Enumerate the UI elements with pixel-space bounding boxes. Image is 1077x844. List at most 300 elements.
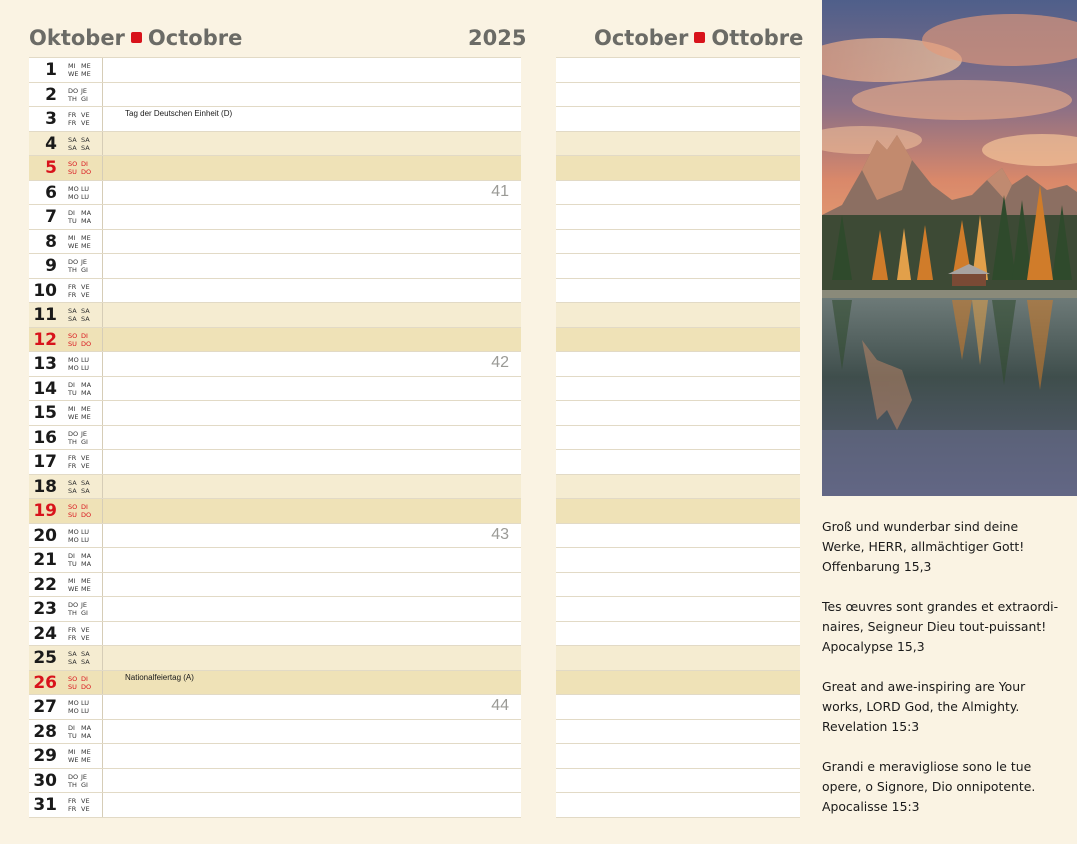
weekday-fr: LU — [81, 699, 90, 707]
verse-en: Great and awe-inspiring are Your works, LORD God, the Almighty. Revelation 15:3 — [822, 679, 1026, 734]
column-divider — [102, 769, 103, 793]
day-row-notes[interactable] — [556, 57, 800, 83]
day-number: 1 — [45, 60, 57, 80]
day-row[interactable] — [29, 744, 521, 769]
weekday-abbrev — [68, 650, 96, 666]
weekday-it: GI — [81, 94, 88, 103]
weekday-en: TU — [68, 560, 77, 568]
weekday-en: MO — [68, 535, 79, 544]
year-label: 2025 — [468, 26, 527, 50]
weekday-fr: JE — [81, 601, 88, 609]
day-number: 29 — [33, 746, 57, 766]
weekday-de: DO — [68, 772, 79, 781]
weekday-abbrev — [68, 577, 96, 593]
weekday-en: MO — [68, 364, 79, 372]
column-divider — [102, 426, 103, 450]
weekday-de: MI — [68, 748, 76, 756]
week-number: 41 — [491, 182, 509, 200]
column-divider — [102, 107, 103, 131]
weekday-it: SA — [81, 486, 90, 495]
day-number: 8 — [45, 231, 57, 252]
weekday-fr: MA — [81, 209, 92, 217]
day-row-notes[interactable] — [556, 156, 800, 181]
verse-de: Groß und wunderbar sind deine Werke, HERR, allmächtiger Gott! Offenbarung 15,3 — [822, 519, 1025, 574]
day-number: 27 — [33, 697, 57, 717]
red-square-icon — [131, 32, 142, 43]
weekday-it: SA — [81, 143, 90, 152]
day-row-notes[interactable] — [556, 352, 800, 377]
day-row-notes[interactable] — [556, 205, 800, 230]
verse-fr: Tes œuvres sont grandes et extraordi- naires, Seigneur Dieu tout-puissant! Apocalypse 15,3 — [822, 599, 1059, 654]
weekday-en: FR — [68, 633, 77, 642]
weekday-fr: VE — [81, 625, 90, 634]
weekday-abbrev — [68, 381, 96, 397]
day-row[interactable] — [29, 548, 521, 573]
weekday-abbrev — [68, 405, 96, 421]
day-number: 10 — [33, 280, 57, 301]
weekday-fr: VE — [81, 454, 90, 462]
day-row[interactable] — [29, 107, 521, 132]
month-title-it: Ottobre — [711, 26, 804, 50]
weekday-it: MA — [81, 560, 92, 568]
weekday-de: SA — [68, 307, 77, 315]
weekday-de: DO — [68, 601, 79, 609]
column-divider — [102, 181, 103, 205]
column-divider — [102, 793, 103, 817]
weekday-fr: ME — [81, 405, 91, 413]
weekday-fr: LU — [81, 527, 90, 536]
weekday-fr: MA — [81, 380, 92, 389]
weekday-de: DO — [68, 86, 79, 95]
weekday-en: SU — [68, 682, 77, 691]
day-row[interactable] — [29, 573, 521, 598]
day-row[interactable] — [29, 352, 521, 377]
month-title-en: October — [594, 26, 689, 50]
weekday-en: WE — [68, 413, 79, 421]
day-number: 30 — [33, 770, 57, 791]
weekday-en: WE — [68, 756, 79, 764]
weekday-en: FR — [68, 462, 77, 470]
day-row-notes[interactable] — [556, 744, 800, 769]
day-row-notes[interactable] — [556, 499, 800, 524]
weekday-it: GI — [81, 266, 88, 274]
weekday-de: FR — [68, 454, 77, 462]
weekday-abbrev — [68, 87, 96, 103]
weekday-de: FR — [68, 111, 77, 119]
day-row-notes[interactable] — [556, 279, 800, 304]
column-divider — [102, 475, 103, 499]
day-row[interactable] — [29, 181, 521, 206]
weekday-en: SU — [68, 339, 77, 348]
day-row[interactable] — [29, 450, 521, 475]
weekday-abbrev — [68, 773, 96, 789]
day-number: 4 — [45, 133, 57, 154]
weekday-de: MI — [68, 405, 76, 413]
weekday-abbrev — [68, 258, 96, 274]
weekday-en: SU — [68, 168, 77, 176]
weekday-en: TU — [68, 388, 77, 397]
day-number: 7 — [45, 207, 57, 227]
weekday-it: MA — [81, 217, 92, 225]
day-number: 22 — [33, 574, 57, 595]
day-number: 5 — [45, 158, 57, 178]
weekday-en: TU — [68, 731, 77, 740]
day-number: 12 — [33, 329, 57, 350]
day-number: 11 — [33, 305, 57, 325]
day-row-notes[interactable] — [556, 181, 800, 206]
day-row-notes[interactable] — [556, 524, 800, 549]
bible-verses — [822, 517, 1072, 837]
day-number: 2 — [45, 84, 57, 105]
day-row[interactable] — [29, 230, 521, 255]
weekday-it: LU — [81, 535, 90, 544]
day-row[interactable] — [29, 524, 521, 549]
day-row[interactable] — [29, 303, 521, 328]
weekday-en: TU — [68, 217, 77, 225]
weekday-de: SA — [68, 135, 77, 144]
weekday-it: DO — [81, 339, 92, 348]
weekday-fr: ME — [81, 233, 91, 242]
month-title-en-it — [594, 24, 803, 52]
day-row[interactable] — [29, 720, 521, 745]
day-row-notes[interactable] — [556, 695, 800, 720]
weekday-it: LU — [81, 192, 90, 201]
day-row-notes[interactable] — [556, 793, 800, 818]
day-number: 14 — [33, 378, 57, 399]
weekday-de: SO — [68, 331, 78, 340]
holiday-note: Nationalfeiertag (A) — [125, 672, 194, 682]
day-list-right — [556, 57, 800, 818]
weekday-it: MA — [81, 388, 92, 397]
column-divider — [102, 646, 103, 670]
weekday-fr: DI — [81, 674, 88, 683]
weekday-it: VE — [81, 633, 90, 642]
weekday-fr: LU — [81, 356, 90, 364]
weekday-en: TH — [68, 780, 77, 789]
day-row-notes[interactable] — [556, 230, 800, 255]
day-row[interactable] — [29, 279, 521, 304]
day-row[interactable] — [29, 671, 521, 696]
day-row-notes[interactable] — [556, 303, 800, 328]
day-number: 28 — [33, 721, 57, 742]
weekday-abbrev — [68, 528, 96, 544]
column-divider — [102, 695, 103, 719]
weekday-abbrev — [68, 675, 96, 691]
weekday-de: MI — [68, 233, 76, 242]
weekday-abbrev — [68, 724, 96, 740]
column-divider — [102, 622, 103, 646]
weekday-fr: ME — [81, 576, 91, 585]
column-divider — [102, 597, 103, 621]
weekday-de: DI — [68, 209, 75, 217]
day-row-notes[interactable] — [556, 573, 800, 598]
weekday-abbrev — [68, 601, 96, 617]
weekday-de: MI — [68, 576, 76, 585]
weekday-fr: MA — [81, 723, 92, 732]
day-row[interactable] — [29, 793, 521, 818]
weekday-de: DO — [68, 258, 79, 266]
mountain-lake-photo — [822, 0, 1077, 496]
day-number: 26 — [33, 672, 57, 693]
weekday-it: LU — [81, 364, 90, 372]
day-number: 3 — [45, 109, 57, 129]
weekday-fr: VE — [81, 797, 90, 805]
weekday-it: VE — [81, 805, 90, 813]
weekday-de: DI — [68, 552, 75, 560]
weekday-de: SO — [68, 674, 78, 683]
day-number: 24 — [33, 623, 57, 644]
weekday-it: SA — [81, 315, 90, 323]
weekday-fr: JE — [81, 772, 88, 781]
column-divider — [102, 132, 103, 156]
weekday-de: MI — [68, 62, 76, 70]
weekday-abbrev — [68, 209, 96, 225]
column-divider — [102, 720, 103, 744]
weekday-abbrev — [68, 479, 96, 495]
weekday-de: SO — [68, 503, 78, 511]
weekday-abbrev — [68, 797, 96, 813]
day-number: 13 — [33, 354, 57, 374]
weekday-it: VE — [81, 462, 90, 470]
column-divider — [102, 548, 103, 572]
day-number: 23 — [33, 599, 57, 619]
column-divider — [102, 524, 103, 548]
day-number: 16 — [33, 427, 57, 448]
weekday-fr: LU — [81, 184, 90, 193]
weekday-it: SA — [81, 658, 90, 666]
weekday-abbrev — [68, 356, 96, 372]
day-row-notes[interactable] — [556, 401, 800, 426]
weekday-it: VE — [81, 119, 90, 127]
weekday-en: WE — [68, 70, 79, 78]
weekday-abbrev — [68, 283, 96, 299]
day-number: 15 — [33, 403, 57, 423]
weekday-en: SA — [68, 143, 77, 152]
day-row[interactable] — [29, 499, 521, 524]
weekday-it: ME — [81, 241, 91, 250]
day-row[interactable] — [29, 132, 521, 157]
day-row[interactable] — [29, 377, 521, 402]
column-divider — [102, 230, 103, 254]
day-row-notes[interactable] — [556, 450, 800, 475]
weekday-en: SA — [68, 486, 77, 495]
weekday-it: DO — [81, 168, 92, 176]
week-number: 43 — [491, 525, 509, 543]
weekday-fr: DI — [81, 160, 88, 168]
day-number: 21 — [33, 550, 57, 570]
weekday-fr: SA — [81, 307, 90, 315]
red-square-icon — [694, 32, 705, 43]
column-divider — [102, 303, 103, 327]
weekday-it: DO — [81, 511, 92, 519]
weekday-it: VE — [81, 290, 90, 299]
weekday-en: SU — [68, 511, 77, 519]
weekday-en: TH — [68, 266, 77, 274]
weekday-it: ME — [81, 756, 91, 764]
weekday-de: SO — [68, 160, 78, 168]
column-divider — [102, 377, 103, 401]
weekday-abbrev — [68, 430, 96, 446]
weekday-abbrev — [68, 234, 96, 250]
weekday-de: FR — [68, 625, 77, 634]
day-row-notes[interactable] — [556, 328, 800, 353]
column-divider — [102, 254, 103, 278]
weekday-en: TH — [68, 437, 77, 446]
weekday-fr: ME — [81, 748, 91, 756]
day-row[interactable] — [29, 328, 521, 353]
weekday-fr: JE — [81, 86, 88, 95]
day-row[interactable] — [29, 83, 521, 108]
day-row[interactable] — [29, 695, 521, 720]
weekday-de: SA — [68, 478, 77, 487]
weekday-abbrev — [68, 307, 96, 323]
weekday-fr: VE — [81, 282, 90, 291]
weekday-abbrev — [68, 160, 96, 176]
weekday-abbrev — [68, 699, 96, 715]
column-divider — [102, 671, 103, 695]
weekday-fr: MA — [81, 552, 92, 560]
day-number: 9 — [45, 256, 57, 276]
weekday-de: MO — [68, 699, 79, 707]
weekday-en: WE — [68, 584, 79, 593]
weekday-it: ME — [81, 70, 91, 78]
weekday-abbrev — [68, 454, 96, 470]
weekday-fr: JE — [81, 258, 88, 266]
weekday-abbrev — [68, 552, 96, 568]
weekday-fr: SA — [81, 478, 90, 487]
day-row[interactable] — [29, 646, 521, 671]
column-divider — [102, 352, 103, 376]
column-divider — [102, 499, 103, 523]
month-title-fr: Octobre — [147, 26, 243, 50]
weekday-it: DO — [81, 682, 92, 691]
day-row[interactable] — [29, 769, 521, 794]
day-number: 31 — [33, 795, 57, 815]
day-row-notes[interactable] — [556, 107, 800, 132]
weekday-de: FR — [68, 282, 77, 291]
column-divider — [102, 156, 103, 180]
day-row-notes[interactable] — [556, 132, 800, 157]
weekday-en: SA — [68, 658, 77, 666]
weekday-de: DI — [68, 723, 75, 732]
weekday-fr: ME — [81, 62, 91, 70]
weekday-abbrev — [68, 748, 96, 764]
day-row[interactable] — [29, 156, 521, 181]
day-row-notes[interactable] — [556, 720, 800, 745]
weekday-en: MO — [68, 707, 79, 715]
week-number: 44 — [491, 697, 509, 714]
day-number: 6 — [45, 182, 57, 203]
day-row-notes[interactable] — [556, 83, 800, 108]
weekday-it: LU — [81, 707, 90, 715]
column-divider — [102, 328, 103, 352]
day-list-left — [29, 57, 521, 818]
day-row-notes[interactable] — [556, 769, 800, 794]
column-divider — [102, 401, 103, 425]
weekday-abbrev — [68, 332, 96, 348]
day-row-notes[interactable] — [556, 548, 800, 573]
weekday-en: FR — [68, 805, 77, 813]
weekday-en: FR — [68, 119, 77, 127]
weekday-fr: DI — [81, 503, 88, 511]
weekday-it: GI — [81, 780, 88, 789]
weekday-de: SA — [68, 650, 77, 658]
column-divider — [102, 573, 103, 597]
day-row[interactable] — [29, 401, 521, 426]
day-row[interactable] — [29, 426, 521, 451]
column-divider — [102, 205, 103, 229]
weekday-it: ME — [81, 413, 91, 421]
weekday-en: MO — [68, 192, 79, 201]
day-number: 25 — [33, 648, 57, 668]
weekday-fr: DI — [81, 331, 88, 340]
weekday-de: DO — [68, 429, 79, 438]
weekday-abbrev — [68, 626, 96, 642]
weekday-en: TH — [68, 609, 77, 617]
weekday-abbrev — [68, 111, 96, 127]
day-row-notes[interactable] — [556, 597, 800, 622]
weekday-abbrev — [68, 185, 96, 201]
day-number: 17 — [33, 452, 57, 472]
weekday-de: FR — [68, 797, 77, 805]
weekday-en: FR — [68, 290, 77, 299]
day-row-notes[interactable] — [556, 377, 800, 402]
day-row[interactable] — [29, 57, 521, 83]
weekday-fr: SA — [81, 650, 90, 658]
weekday-en: SA — [68, 315, 77, 323]
weekday-de: DI — [68, 380, 75, 389]
column-divider — [102, 744, 103, 768]
weekday-fr: JE — [81, 429, 88, 438]
day-number: 19 — [33, 501, 57, 521]
day-row[interactable] — [29, 205, 521, 230]
weekday-en: TH — [68, 94, 77, 103]
weekday-abbrev — [68, 136, 96, 152]
weekday-fr: SA — [81, 135, 90, 144]
weekday-de: MO — [68, 184, 79, 193]
day-row-notes[interactable] — [556, 475, 800, 500]
verse-it: Grandi e meravigliose sono le tue opere, o Signore, Dio onnipotente. Apocalisse 15:3 — [822, 759, 1036, 814]
weekday-abbrev — [68, 62, 96, 78]
column-divider — [102, 83, 103, 107]
weekday-it: GI — [81, 437, 88, 446]
day-row-notes[interactable] — [556, 254, 800, 279]
day-row[interactable] — [29, 597, 521, 622]
weekday-abbrev — [68, 503, 96, 519]
column-divider — [102, 279, 103, 303]
month-title-de: Oktober — [29, 26, 125, 50]
day-row[interactable] — [29, 254, 521, 279]
day-row-notes[interactable] — [556, 646, 800, 671]
column-divider — [102, 58, 103, 82]
day-number: 18 — [33, 476, 57, 497]
weekday-it: GI — [81, 609, 88, 617]
week-number: 42 — [491, 354, 509, 371]
weekday-it: ME — [81, 584, 91, 593]
day-row[interactable] — [29, 475, 521, 500]
day-row-notes[interactable] — [556, 622, 800, 647]
day-number: 20 — [33, 525, 57, 546]
weekday-de: MO — [68, 527, 79, 536]
day-row[interactable] — [29, 622, 521, 647]
day-row-notes[interactable] — [556, 671, 800, 696]
day-row-notes[interactable] — [556, 426, 800, 451]
weekday-it: MA — [81, 731, 92, 740]
column-divider — [102, 450, 103, 474]
weekday-de: MO — [68, 356, 79, 364]
weekday-en: WE — [68, 241, 79, 250]
holiday-note: Tag der Deutschen Einheit (D) — [125, 109, 233, 118]
